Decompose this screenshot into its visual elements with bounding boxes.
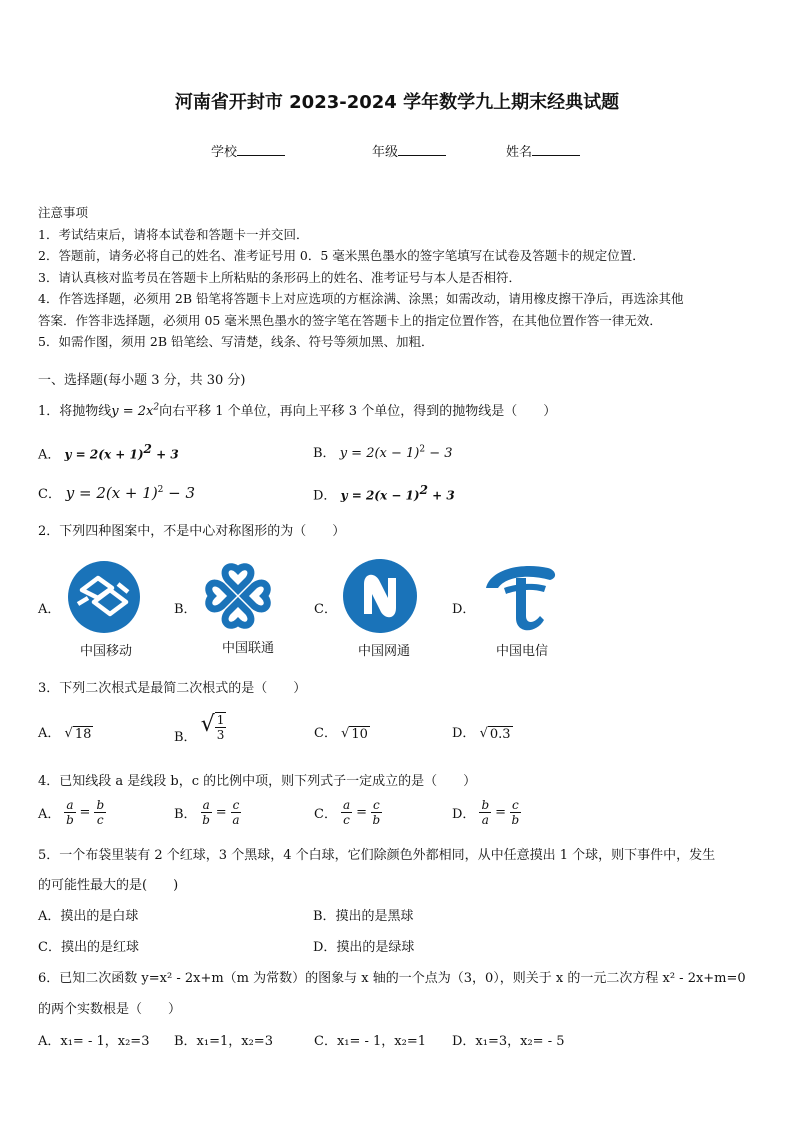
notice-block	[38, 202, 684, 353]
question-2-stem: 2．下列四种图案中，不是中心对称图形的为（ ）	[38, 524, 346, 539]
fraction-numerator: c	[512, 798, 519, 812]
radicand: 18	[74, 727, 92, 742]
q6-option-c[interactable]: C．x₁= - 1，x₂=1	[314, 1034, 427, 1049]
sqrt-icon: √ $\frac{1}{3}$	[200, 712, 225, 742]
option-label: B．	[313, 446, 336, 461]
question-6-stem-line-1: 6．已知二次函数 y=x² - 2x+m（m 为常数）的图象与 x 轴的一个点为（3，0），则关于 x 的一元二次方程 x² - 2x+m=0	[38, 971, 746, 986]
fraction-denominator: a	[232, 813, 240, 827]
q2-option-d-label[interactable]: D．	[452, 602, 476, 617]
option-label: D．	[452, 726, 476, 741]
fraction-numerator: 1	[216, 713, 225, 727]
sqrt-icon: √ 10	[341, 726, 368, 742]
option-label: C．	[314, 807, 337, 822]
china-mobile-caption: 中国移动	[79, 643, 132, 658]
fraction-denominator: b	[511, 813, 520, 827]
school-label: 学校	[211, 145, 238, 160]
notice-item: 答案．作答非选择题，必须用 05 毫米黑色墨水的签字笔在答题卡上的指定位置作答，在其他位置作答一律无效．	[38, 312, 662, 328]
option-label: D．	[313, 488, 337, 504]
sqrt-icon: √ 18	[64, 726, 92, 742]
notice-item: 4．作答选择题，必须用 2B 铅笔将答题卡上对应选项的方框涂满、涂黑；如需改动，请用橡皮擦干净后，再选涂其他	[38, 291, 684, 306]
option-formula-tail: + 3	[427, 488, 455, 503]
q3-option-d[interactable]	[452, 722, 513, 742]
china-mobile-logo-icon	[64, 560, 144, 636]
notice-heading: 注意事项	[38, 205, 89, 220]
q4-option-a[interactable]: A． $\frac{a}{b}$ = $\frac{b}{c}$	[38, 798, 105, 827]
radicand: 10	[351, 727, 368, 742]
notice-item: 5．如需作图，须用 2B 铅笔绘、写清楚，线条、符号等须加黑、加粗．	[38, 334, 434, 349]
name-field	[506, 141, 580, 160]
section-heading: 一、选择题(每小题 3 分，共 30 分)	[38, 373, 246, 388]
option-formula: y = 2(x − 1)	[339, 446, 420, 461]
q2-option-c-label[interactable]: C．	[314, 602, 337, 617]
q1-stem-text: 1．将抛物线	[38, 404, 112, 419]
grade-blank	[398, 143, 446, 156]
grade-field	[372, 141, 446, 160]
option-label: C．	[38, 487, 61, 502]
q6-option-a[interactable]: A．x₁= - 1，x₂=3	[38, 1034, 150, 1049]
q6-option-b[interactable]: B．x₁=1，x₂=3	[174, 1034, 273, 1049]
q1-option-a[interactable]: A． $y = 2(x + 1)^2 + 3$	[38, 442, 179, 463]
name-label: 姓名	[506, 145, 533, 160]
option-formula: y = 2(x − 1)	[340, 488, 420, 503]
notice-item: 3．请认真核对监考员在答题卡上所粘贴的条形码上的姓名、准考证号与本人是否相符．	[38, 269, 521, 285]
question-1-stem: 1．将抛物线$y = 2x^2$向右平移 1 个单位，再向上平移 3 个单位，得到的抛物线是（ ）	[38, 402, 557, 419]
q1-option-d[interactable]: D． $y = 2(x - 1)^2 + 3$	[313, 483, 455, 504]
name-blank	[532, 143, 580, 156]
fraction-numerator: b	[96, 798, 105, 812]
fraction-denominator: b	[202, 813, 210, 827]
option-formula: y = 2(x + 1)	[64, 447, 144, 462]
q3-option-b[interactable]	[174, 712, 226, 745]
china-unicom-caption: 中国联通	[221, 640, 274, 655]
school-field	[211, 141, 285, 160]
option-label: B．	[174, 730, 197, 745]
fraction-numerator: a	[66, 798, 74, 812]
fraction-numerator: a	[342, 798, 351, 812]
q3-option-a[interactable]	[38, 722, 93, 742]
option-formula-tail: − 3	[163, 484, 196, 502]
option-formula-tail: + 3	[151, 447, 179, 462]
q5-option-b[interactable]: B．摸出的是黑球	[313, 909, 414, 924]
china-unicom-logo-icon	[202, 560, 274, 632]
q4-option-d[interactable]: D． $\frac{b}{a}$ = $\frac{c}{b}$	[452, 798, 520, 827]
sqrt-icon: √ 0.3	[479, 726, 511, 742]
q5-option-a[interactable]: A．摸出的是白球	[38, 909, 139, 924]
q1-option-b[interactable]: B． $y = 2(x - 1)^2 - 3$	[313, 444, 453, 461]
fraction-numerator: c	[373, 798, 380, 812]
q2-option-b-label[interactable]: B．	[174, 602, 197, 617]
radicand: 0.3	[489, 727, 511, 742]
fraction-numerator: b	[481, 798, 490, 812]
q1-stem-equation: y = 2x	[111, 404, 154, 419]
q1-stem-text-2: 向右平移 1 个单位，再向上平移 3 个单位，得到的抛物线是（ ）	[159, 404, 557, 419]
q4-option-c[interactable]: C． $\frac{a}{c}$ = $\frac{c}{b}$	[314, 798, 381, 827]
question-5-stem-line-2: 的可能性最大的是( )	[38, 878, 179, 893]
option-label: D．	[452, 807, 476, 822]
q4-option-b[interactable]: B． $\frac{a}{b}$ = $\frac{c}{a}$	[174, 798, 240, 827]
fraction-denominator: c	[96, 813, 104, 827]
china-netcom-logo-icon	[342, 558, 418, 634]
q3-option-c[interactable]	[314, 722, 370, 742]
fraction-numerator: a	[202, 798, 210, 812]
fraction-denominator: a	[481, 813, 489, 827]
option-label: A．	[38, 807, 61, 822]
grade-label: 年级	[372, 145, 399, 160]
school-blank	[237, 143, 285, 156]
option-label: A．	[38, 447, 61, 463]
fraction-denominator: b	[372, 813, 381, 827]
option-label: C．	[314, 726, 337, 741]
fraction-numerator: c	[232, 798, 240, 812]
notice-item: 1．考试结束后，请将本试卷和答题卡一并交回．	[38, 226, 309, 242]
q6-option-d[interactable]: D．x₁=3，x₂= - 5	[452, 1034, 565, 1049]
option-label: A．	[38, 726, 61, 741]
china-netcom-caption: 中国网通	[357, 643, 410, 658]
question-3-stem: 3．下列二次根式是最简二次根式的是（ ）	[38, 681, 307, 696]
china-telecom-logo-icon	[480, 558, 560, 636]
q2-option-a-label[interactable]: A．	[38, 602, 61, 617]
option-formula-tail: − 3	[425, 446, 453, 461]
fraction-denominator: 3	[216, 728, 225, 742]
fraction-denominator: c	[343, 813, 350, 827]
fraction-denominator: b	[66, 813, 74, 827]
q1-option-c[interactable]: C． $y = 2(x + 1)^2 - 3$	[38, 484, 196, 502]
question-5-stem-line-1: 5．一个布袋里装有 2 个红球，3 个黑球，4 个白球，它们除颜色外都相同，从中任意摸出 1 个球，则下事件中，发生	[38, 848, 716, 863]
notice-item: 2．答题前，请务必将自己的姓名、准考证号用 0．5 毫米黑色墨水的签字笔填写在试卷及答题卡的规定位置．	[38, 248, 645, 263]
china-telecom-caption: 中国电信	[495, 643, 548, 658]
option-label: B．	[174, 807, 197, 822]
question-4-stem: 4．已知线段 a 是线段 b，c 的比例中项，则下列式子一定成立的是（ ）	[38, 774, 477, 789]
q5-option-d[interactable]: D．摸出的是绿球	[313, 940, 415, 955]
q5-option-c[interactable]: C．摸出的是红球	[38, 940, 139, 955]
option-formula: y = 2(x + 1)	[65, 484, 158, 502]
question-6-stem-line-2: 的两个实数根是（ ）	[38, 1002, 182, 1017]
exam-title: 河南省开封市 2023-2024 学年数学九上期末经典试题	[174, 92, 620, 113]
